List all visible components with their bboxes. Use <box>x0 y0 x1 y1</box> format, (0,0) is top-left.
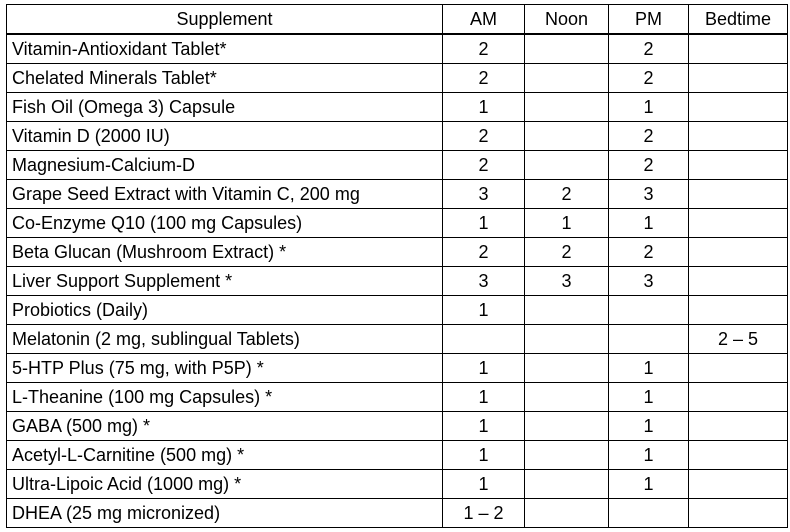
dose-am-cell: 2 <box>443 34 525 64</box>
dose-noon-cell <box>525 325 609 354</box>
dose-am-cell: 1 <box>443 441 525 470</box>
supplement-schedule-table <box>6 4 788 528</box>
header-supplement: Supplement <box>7 5 443 35</box>
table-row <box>7 296 788 325</box>
dose-noon-cell <box>525 412 609 441</box>
table-row <box>7 470 788 499</box>
dose-pm-cell <box>609 296 689 325</box>
table-row <box>7 122 788 151</box>
table-row <box>7 151 788 180</box>
dose-bedtime-cell: 2 – 5 <box>689 325 788 354</box>
header-pm: PM <box>609 5 689 35</box>
dose-pm-cell: 2 <box>609 64 689 93</box>
supplement-name-cell: Beta Glucan (Mushroom Extract) * <box>7 238 443 267</box>
table-row <box>7 238 788 267</box>
dose-pm-cell: 1 <box>609 354 689 383</box>
dose-pm-cell: 1 <box>609 441 689 470</box>
dose-noon-cell <box>525 354 609 383</box>
table-row <box>7 354 788 383</box>
dose-am-cell: 2 <box>443 64 525 93</box>
header-noon: Noon <box>525 5 609 35</box>
table-row <box>7 412 788 441</box>
dose-bedtime-cell <box>689 499 788 528</box>
dose-noon-cell <box>525 151 609 180</box>
dose-am-cell: 1 <box>443 383 525 412</box>
table-row <box>7 325 788 354</box>
dose-noon-cell <box>525 34 609 64</box>
dose-am-cell: 1 <box>443 93 525 122</box>
dose-am-cell: 1 <box>443 354 525 383</box>
dose-noon-cell <box>525 441 609 470</box>
dose-noon-cell <box>525 383 609 412</box>
dose-bedtime-cell <box>689 383 788 412</box>
dose-noon-cell <box>525 470 609 499</box>
table-row <box>7 64 788 93</box>
dose-pm-cell: 1 <box>609 383 689 412</box>
dose-am-cell: 3 <box>443 267 525 296</box>
dose-noon-cell: 3 <box>525 267 609 296</box>
table-row <box>7 180 788 209</box>
dose-noon-cell <box>525 296 609 325</box>
dose-bedtime-cell <box>689 470 788 499</box>
dose-bedtime-cell <box>689 441 788 470</box>
dose-noon-cell: 1 <box>525 209 609 238</box>
supplement-name-cell: Co-Enzyme Q10 (100 mg Capsules) <box>7 209 443 238</box>
supplement-name-cell: Magnesium-Calcium-D <box>7 151 443 180</box>
header-bedtime: Bedtime <box>689 5 788 35</box>
table-row <box>7 499 788 528</box>
dose-am-cell: 1 <box>443 470 525 499</box>
dose-bedtime-cell <box>689 151 788 180</box>
dose-noon-cell <box>525 64 609 93</box>
dose-am-cell <box>443 325 525 354</box>
supplement-name-cell: L-Theanine (100 mg Capsules) * <box>7 383 443 412</box>
dose-bedtime-cell <box>689 34 788 64</box>
table-body <box>7 34 788 528</box>
table-row <box>7 93 788 122</box>
dose-am-cell: 1 <box>443 209 525 238</box>
dose-pm-cell: 1 <box>609 93 689 122</box>
dose-am-cell: 1 – 2 <box>443 499 525 528</box>
supplement-name-cell: Melatonin (2 mg, sublingual Tablets) <box>7 325 443 354</box>
dose-pm-cell: 2 <box>609 122 689 151</box>
dose-am-cell: 2 <box>443 151 525 180</box>
dose-pm-cell: 1 <box>609 412 689 441</box>
dose-noon-cell <box>525 93 609 122</box>
header-row <box>7 5 788 35</box>
dose-noon-cell: 2 <box>525 180 609 209</box>
table-row <box>7 209 788 238</box>
dose-noon-cell <box>525 122 609 151</box>
dose-bedtime-cell <box>689 267 788 296</box>
supplement-name-cell: Acetyl-L-Carnitine (500 mg) * <box>7 441 443 470</box>
dose-bedtime-cell <box>689 122 788 151</box>
supplement-name-cell: Ultra-Lipoic Acid (1000 mg) * <box>7 470 443 499</box>
dose-pm-cell: 2 <box>609 34 689 64</box>
supplement-name-cell: Liver Support Supplement * <box>7 267 443 296</box>
supplement-name-cell: Vitamin-Antioxidant Tablet* <box>7 34 443 64</box>
supplement-name-cell: Grape Seed Extract with Vitamin C, 200 mg <box>7 180 443 209</box>
table-row <box>7 34 788 64</box>
dose-noon-cell: 2 <box>525 238 609 267</box>
dose-pm-cell: 1 <box>609 470 689 499</box>
dose-pm-cell <box>609 499 689 528</box>
supplement-name-cell: Vitamin D (2000 IU) <box>7 122 443 151</box>
dose-am-cell: 2 <box>443 238 525 267</box>
dose-bedtime-cell <box>689 296 788 325</box>
supplement-name-cell: Fish Oil (Omega 3) Capsule <box>7 93 443 122</box>
dose-pm-cell: 3 <box>609 267 689 296</box>
dose-pm-cell: 2 <box>609 238 689 267</box>
supplement-name-cell: DHEA (25 mg micronized) <box>7 499 443 528</box>
dose-bedtime-cell <box>689 238 788 267</box>
dose-noon-cell <box>525 499 609 528</box>
dose-am-cell: 2 <box>443 122 525 151</box>
supplement-name-cell: Probiotics (Daily) <box>7 296 443 325</box>
supplement-name-cell: 5-HTP Plus (75 mg, with P5P) * <box>7 354 443 383</box>
dose-pm-cell: 1 <box>609 209 689 238</box>
dose-am-cell: 1 <box>443 412 525 441</box>
table-row <box>7 383 788 412</box>
supplement-name-cell: GABA (500 mg) * <box>7 412 443 441</box>
dose-bedtime-cell <box>689 412 788 441</box>
dose-pm-cell <box>609 325 689 354</box>
dose-bedtime-cell <box>689 64 788 93</box>
dose-pm-cell: 3 <box>609 180 689 209</box>
dose-pm-cell: 2 <box>609 151 689 180</box>
dose-bedtime-cell <box>689 180 788 209</box>
dose-am-cell: 1 <box>443 296 525 325</box>
dose-bedtime-cell <box>689 209 788 238</box>
supplement-name-cell: Chelated Minerals Tablet* <box>7 64 443 93</box>
table-row <box>7 441 788 470</box>
dose-bedtime-cell <box>689 354 788 383</box>
dose-bedtime-cell <box>689 93 788 122</box>
dose-am-cell: 3 <box>443 180 525 209</box>
header-am: AM <box>443 5 525 35</box>
table-row <box>7 267 788 296</box>
